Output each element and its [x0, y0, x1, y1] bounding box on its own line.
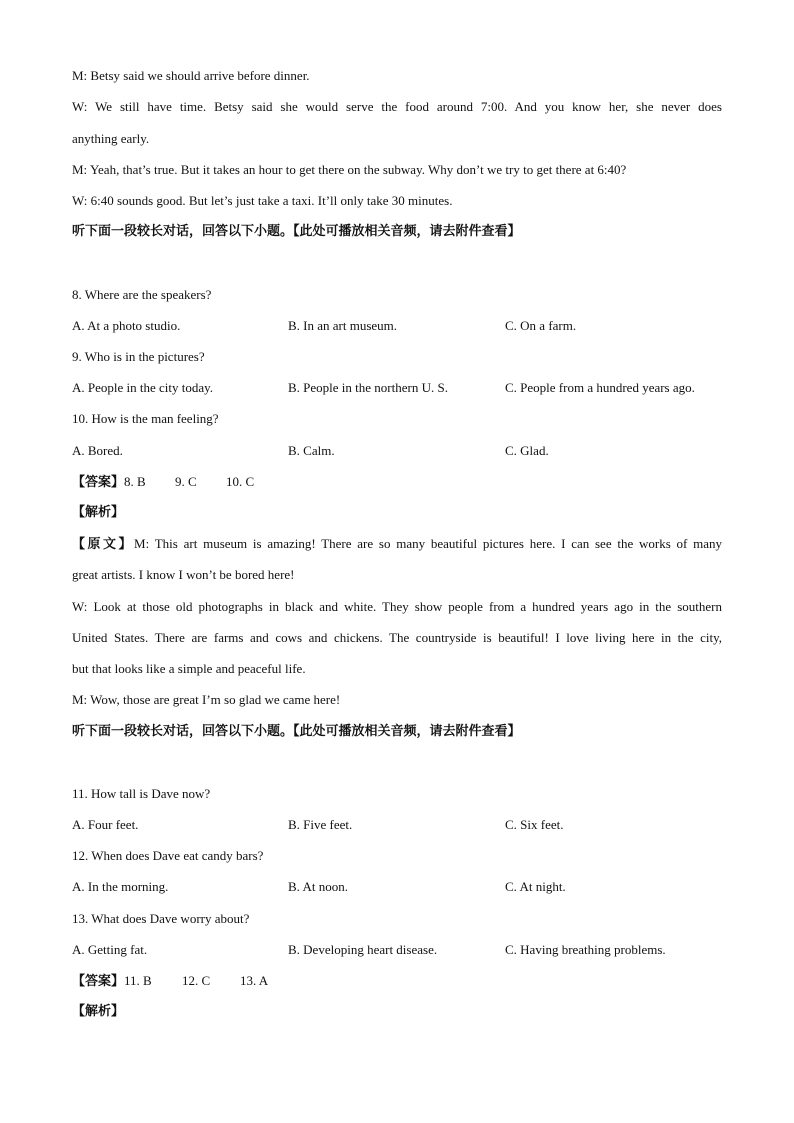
option-10a: A. Bored. — [72, 443, 123, 458]
answer-label: 【答案】 — [72, 475, 125, 490]
option-13c: C. Having breathing problems. — [505, 942, 666, 957]
answer-line — [72, 973, 722, 990]
option-8c: C. On a farm. — [505, 318, 577, 333]
option-12c: C. At night. — [505, 879, 566, 894]
transcript-line: great artists. I know I won’t be bored here! — [72, 567, 295, 582]
question-11: 11. How tall is Dave now? — [72, 786, 211, 801]
option-11b: B. Five feet. — [288, 817, 353, 832]
option-8a: A. At a photo studio. — [72, 318, 181, 333]
answer-8: 8. B — [124, 474, 146, 489]
dialog-line: anything early. — [72, 131, 150, 146]
question-10: 10. How is the man feeling? — [72, 411, 219, 426]
option-9a: A. People in the city today. — [72, 380, 214, 395]
question-13: 13. What does Dave worry about? — [72, 911, 250, 926]
transcript-text: M: This art museum is amazing! There are so many beautiful pictures here. I can see the works of many — [134, 536, 722, 551]
dialog-line: M: Betsy said we should arrive before dinner. — [72, 68, 310, 83]
audio-instruction: 听下面一段较长对话，回答以下小题。【此处可播放相关音频，请去附件查看】 — [72, 724, 521, 739]
question-12: 12. When does Dave eat candy bars? — [72, 848, 264, 863]
transcript-line — [72, 536, 722, 553]
transcript-line: but that looks like a simple and peaceful life. — [72, 661, 306, 676]
option-11a: A. Four feet. — [72, 817, 139, 832]
dialog-line: W: 6:40 sounds good. But let’s just take a taxi. It’ll only take 30 minutes. — [72, 193, 453, 208]
answer-11: 11. B — [124, 973, 152, 988]
option-8b: B. In an art museum. — [288, 318, 398, 333]
option-9b: B. People in the northern U. S. — [288, 380, 448, 395]
answer-line — [72, 474, 722, 491]
option-10c: C. Glad. — [505, 443, 549, 458]
answer-13: 13. A — [240, 973, 269, 988]
original-label: 【原文】 — [72, 537, 135, 552]
analysis-label: 【解析】 — [72, 505, 125, 520]
transcript-line: United States. There are farms and cows and chickens. The countryside is beautiful! I love living here in the city, — [72, 630, 722, 645]
option-11c: C. Six feet. — [505, 817, 564, 832]
option-12b: B. At noon. — [288, 879, 348, 894]
option-9c: C. People from a hundred years ago. — [505, 380, 695, 395]
answer-10: 10. C — [226, 474, 255, 489]
audio-instruction: 听下面一段较长对话，回答以下小题。【此处可播放相关音频，请去附件查看】 — [72, 224, 521, 239]
option-13a: A. Getting fat. — [72, 942, 148, 957]
question-8: 8. Where are the speakers? — [72, 287, 212, 302]
answer-9: 9. C — [175, 474, 197, 489]
dialog-line: W: We still have time. Betsy said she would serve the food around 7:00. And you know her, she never does — [72, 99, 722, 114]
transcript-line: M: Wow, those are great I’m so glad we came here! — [72, 692, 341, 707]
analysis-label: 【解析】 — [72, 1004, 125, 1019]
question-9: 9. Who is in the pictures? — [72, 349, 205, 364]
answer-label: 【答案】 — [72, 974, 125, 989]
answer-12: 12. C — [182, 973, 211, 988]
option-12a: A. In the morning. — [72, 879, 169, 894]
option-13b: B. Developing heart disease. — [288, 942, 438, 957]
dialog-line: M: Yeah, that’s true. But it takes an hour to get there on the subway. Why don’t we try to get there at 6:40? — [72, 162, 627, 177]
option-10b: B. Calm. — [288, 443, 335, 458]
transcript-line: W: Look at those old photographs in black and white. They show people from a hundred years ago in the southern — [72, 599, 722, 614]
